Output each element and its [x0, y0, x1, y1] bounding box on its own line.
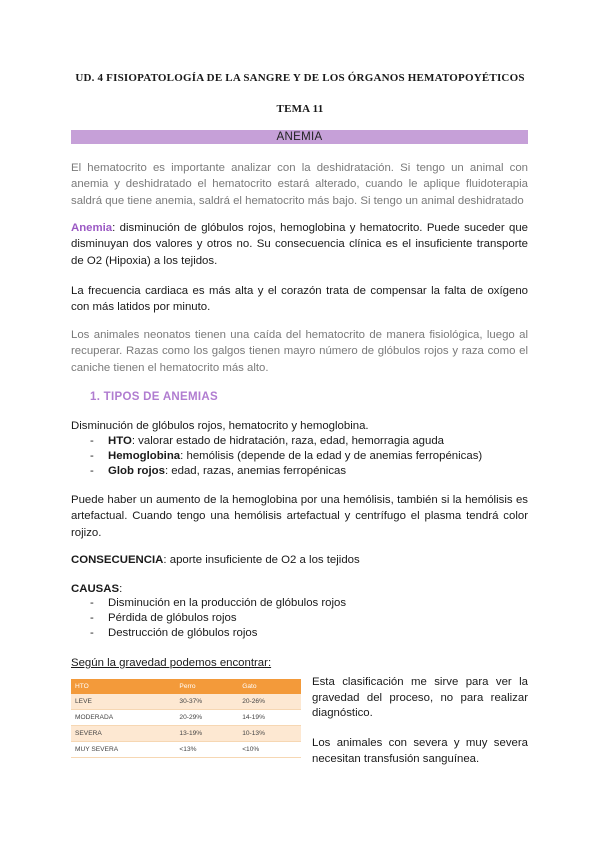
table-row: MODERADA 20-29% 14-19% — [71, 710, 301, 726]
tipos-intro: Disminución de glóbulos rojos, hematocrito y hemoglobina. — [71, 420, 369, 432]
intro-paragraph: El hematocrito es importante analizar con la deshidratación. Si tengo un animal con anemia y deshidratado el hematocrito estará alterado, cuando le aplique fluidoterapia saldrá que tiene anemia, saldrá el hematocrito más bajo. Si tengo un animal deshidratado — [71, 162, 528, 207]
gravedad-table — [71, 679, 301, 758]
unit-title: UD. 4 FISIOPATOLOGÍA DE LA SANGRE Y DE LOS ÓRGANOS HEMATOPOYÉTICOS — [75, 72, 525, 84]
consecuencia-line: CONSECUENCIA: aporte insuficiente de O2 a los tejidos — [71, 554, 360, 566]
table-header: Gato — [238, 679, 301, 694]
clasificacion-note: Esta clasificación me sirve para ver la gravedad del proceso, no para realizar diagnóstico. — [312, 676, 528, 719]
list-item: - HTO: valorar estado de hidratación, raza, edad, hemorragia aguda — [90, 434, 482, 449]
neonatos-paragraph: Los animales neonatos tienen una caída del hematocrito de manera fisiológica, luego al recuperar. Razas como los galgos tienen mayro número de glóbulos rojos y raza como el caniche tienen el hematocrito más alto. — [71, 329, 528, 374]
transfusion-note: Los animales con severa y muy severa necesitan transfusión sanguínea. — [312, 737, 528, 765]
table-header: Perro — [175, 679, 238, 694]
hemolisis-paragraph: Puede haber un aumento de la hemoglobina por una hemólisis, también si la hemólisis es artefactual. Cuando tengo una hemólisis artefactual y centrífugo el plasma tendrá color rojizo. — [71, 494, 528, 539]
tipos-list — [90, 434, 482, 479]
list-item: - Pérdida de glóbulos rojos — [90, 611, 346, 626]
table-row: LEVE 30-37% 20-26% — [71, 694, 301, 710]
anemia-term: Anemia — [71, 222, 113, 234]
tema-title: TEMA 11 — [276, 103, 324, 115]
list-item: - Destrucción de glóbulos rojos — [90, 626, 346, 641]
consecuencia-term: CONSECUENCIA — [71, 554, 164, 566]
list-item: - Glob rojos: edad, razas, anemias ferropénicas — [90, 464, 482, 479]
causas-list — [90, 596, 346, 641]
causas-heading: CAUSAS: — [71, 583, 123, 595]
anemia-definition — [71, 220, 528, 269]
section-header-anemia: ANEMIA — [71, 130, 528, 144]
table-header: HTO — [71, 679, 175, 694]
gravedad-label: Según la gravedad podemos encontrar: — [71, 657, 272, 669]
tipos-heading: 1. TIPOS DE ANEMIAS — [90, 391, 218, 403]
list-item: - Disminución en la producción de glóbulos rojos — [90, 596, 346, 611]
table-row: MUY SEVERA <13% <10% — [71, 742, 301, 758]
table-header-row — [71, 679, 301, 694]
heart-paragraph: La frecuencia cardiaca es más alta y el corazón trata de compensar la falta de oxígeno con más latidos por minuto. — [71, 285, 528, 314]
list-item: - Hemoglobina: hemólisis (depende de la edad y de anemias ferropénicas) — [90, 449, 482, 464]
anemia-definition-text: : disminución de glóbulos rojos, hemoglobina y hematocrito. Puede suceder que disminuyan dos valores y otros no. Su consecuencia clínica es el insuficiente transporte de O2 (Hipoxia) a los tejidos. — [71, 222, 528, 267]
table-row: SEVERA 13-19% 10-13% — [71, 726, 301, 742]
